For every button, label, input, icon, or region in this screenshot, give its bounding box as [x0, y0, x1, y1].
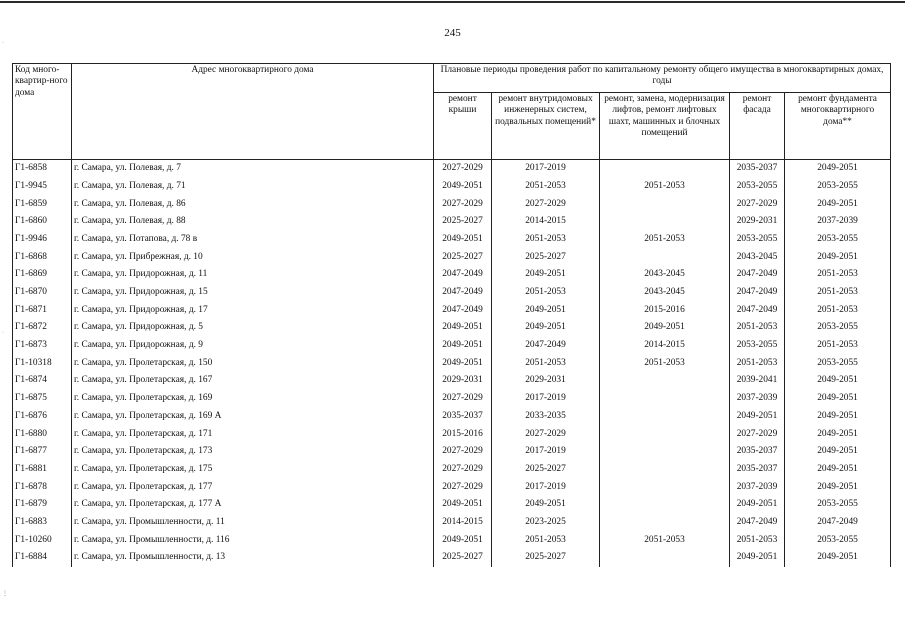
address-cell: г. Самара, ул. Полевая, д. 88 [72, 213, 434, 231]
foundation-period-cell: 2049-2051 [785, 461, 891, 479]
code-cell: Г1-6876 [13, 408, 72, 426]
systems-period-cell: 2049-2051 [492, 496, 600, 514]
table-row [13, 461, 891, 479]
elevators-period-cell [600, 390, 730, 408]
address-cell: г. Самара, ул. Придорожная, д. 9 [72, 337, 434, 355]
table-row [13, 302, 891, 320]
elevators-period-cell [600, 248, 730, 266]
code-cell: Г1-6871 [13, 302, 72, 320]
foundation-period-cell: 2049-2051 [785, 160, 891, 178]
foundation-period-cell: 2053-2055 [785, 319, 891, 337]
foundation-period-cell: 2049-2051 [785, 478, 891, 496]
elevators-period-cell [600, 443, 730, 461]
facade-period-cell: 2047-2049 [730, 302, 785, 320]
foundation-period-cell: 2049-2051 [785, 443, 891, 461]
facade-period-cell: 2035-2037 [730, 160, 785, 178]
table-row [13, 248, 891, 266]
foundation-period-cell: 2053-2055 [785, 355, 891, 373]
facade-period-cell: 2053-2055 [730, 337, 785, 355]
elevators-period-cell [600, 213, 730, 231]
address-cell: г. Самара, ул. Придорожная, д. 15 [72, 284, 434, 302]
elevators-period-cell: 2043-2045 [600, 266, 730, 284]
table-row [13, 160, 891, 178]
systems-period-cell: 2025-2027 [492, 549, 600, 567]
address-cell: г. Самара, ул. Пролетарская, д. 171 [72, 425, 434, 443]
foundation-period-cell: 2049-2051 [785, 408, 891, 426]
systems-period-cell: 2051-2053 [492, 355, 600, 373]
code-cell: Г1-6872 [13, 319, 72, 337]
systems-period-cell: 2014-2015 [492, 213, 600, 231]
facade-period-cell: 2047-2049 [730, 514, 785, 532]
systems-period-cell: 2027-2029 [492, 425, 600, 443]
address-cell: г. Самара, ул. Полевая, д. 86 [72, 195, 434, 213]
foundation-period-cell: 2051-2053 [785, 284, 891, 302]
table-body [13, 160, 891, 567]
systems-period-cell: 2047-2049 [492, 337, 600, 355]
foundation-period-cell: 2049-2051 [785, 248, 891, 266]
scan-margin-mark: ⋮ [2, 591, 8, 597]
header-code: Код много-квартир-ного дома [13, 64, 72, 160]
table-row [13, 266, 891, 284]
header-periods: Плановые периоды проведения работ по капитальному ремонту общего имущества в многоквартирных домах, годы [434, 64, 891, 93]
table-row [13, 372, 891, 390]
facade-period-cell: 2051-2053 [730, 319, 785, 337]
code-cell: Г1-6860 [13, 213, 72, 231]
facade-period-cell: 2049-2051 [730, 496, 785, 514]
roof-period-cell: 2025-2027 [434, 248, 492, 266]
roof-period-cell: 2047-2049 [434, 284, 492, 302]
elevators-period-cell: 2051-2053 [600, 355, 730, 373]
foundation-period-cell: 2053-2055 [785, 496, 891, 514]
address-cell: г. Самара, ул. Промышленности, д. 13 [72, 549, 434, 567]
address-cell: г. Самара, ул. Пролетарская, д. 169 [72, 390, 434, 408]
facade-period-cell: 2051-2053 [730, 355, 785, 373]
facade-period-cell: 2047-2049 [730, 284, 785, 302]
elevators-period-cell [600, 425, 730, 443]
address-cell: г. Самара, ул. Пролетарская, д. 150 [72, 355, 434, 373]
systems-period-cell: 2051-2053 [492, 231, 600, 249]
roof-period-cell: 2049-2051 [434, 178, 492, 196]
foundation-period-cell: 2051-2053 [785, 302, 891, 320]
code-cell: Г1-6868 [13, 248, 72, 266]
code-cell: Г1-6874 [13, 372, 72, 390]
address-cell: г. Самара, ул. Промышленности, д. 116 [72, 531, 434, 549]
table-row [13, 443, 891, 461]
elevators-period-cell: 2015-2016 [600, 302, 730, 320]
roof-period-cell: 2049-2051 [434, 337, 492, 355]
code-cell: Г1-6875 [13, 390, 72, 408]
address-cell: г. Самара, ул. Придорожная, д. 17 [72, 302, 434, 320]
facade-period-cell: 2037-2039 [730, 390, 785, 408]
elevators-period-cell: 2049-2051 [600, 319, 730, 337]
elevators-period-cell: 2051-2053 [600, 231, 730, 249]
roof-period-cell: 2029-2031 [434, 372, 492, 390]
elevators-period-cell [600, 496, 730, 514]
elevators-period-cell [600, 461, 730, 479]
systems-period-cell: 2025-2027 [492, 461, 600, 479]
address-cell: г. Самара, ул. Прибрежная, д. 10 [72, 248, 434, 266]
foundation-period-cell: 2049-2051 [785, 390, 891, 408]
roof-period-cell: 2027-2029 [434, 461, 492, 479]
address-cell: г. Самара, ул. Придорожная, д. 5 [72, 319, 434, 337]
elevators-period-cell [600, 514, 730, 532]
foundation-period-cell: 2053-2055 [785, 178, 891, 196]
foundation-period-cell: 2053-2055 [785, 531, 891, 549]
facade-period-cell: 2027-2029 [730, 425, 785, 443]
table-row [13, 390, 891, 408]
scan-margin-mark: · [2, 40, 4, 46]
facade-period-cell: 2037-2039 [730, 478, 785, 496]
foundation-period-cell: 2051-2053 [785, 337, 891, 355]
code-cell: Г1-10318 [13, 355, 72, 373]
code-cell: Г1-10260 [13, 531, 72, 549]
code-cell: Г1-6858 [13, 160, 72, 178]
code-cell: Г1-9945 [13, 178, 72, 196]
roof-period-cell: 2049-2051 [434, 231, 492, 249]
table-row [13, 213, 891, 231]
table-row [13, 178, 891, 196]
table-row [13, 231, 891, 249]
header-facade: ремонт фасада [730, 93, 785, 160]
address-cell: г. Самара, ул. Пролетарская, д. 177 [72, 478, 434, 496]
systems-period-cell: 2033-2035 [492, 408, 600, 426]
elevators-period-cell [600, 478, 730, 496]
address-cell: г. Самара, ул. Полевая, д. 71 [72, 178, 434, 196]
table-row [13, 319, 891, 337]
code-cell: Г1-6879 [13, 496, 72, 514]
systems-period-cell: 2025-2027 [492, 248, 600, 266]
header-roof: ремонт крыши [434, 93, 492, 160]
table-row [13, 514, 891, 532]
elevators-period-cell: 2014-2015 [600, 337, 730, 355]
scan-margin-mark: · [2, 330, 4, 336]
foundation-period-cell: 2049-2051 [785, 425, 891, 443]
foundation-period-cell: 2049-2051 [785, 195, 891, 213]
facade-period-cell: 2051-2053 [730, 531, 785, 549]
roof-period-cell: 2035-2037 [434, 408, 492, 426]
systems-period-cell: 2049-2051 [492, 266, 600, 284]
systems-period-cell: 2051-2053 [492, 284, 600, 302]
code-cell: Г1-6880 [13, 425, 72, 443]
table-row [13, 549, 891, 567]
address-cell: г. Самара, ул. Потапова, д. 78 в [72, 231, 434, 249]
page-number: 245 [444, 27, 461, 39]
elevators-period-cell [600, 372, 730, 390]
facade-period-cell: 2029-2031 [730, 213, 785, 231]
address-cell: г. Самара, ул. Промышленности, д. 11 [72, 514, 434, 532]
roof-period-cell: 2027-2029 [434, 390, 492, 408]
address-cell: г. Самара, ул. Пролетарская, д. 177 А [72, 496, 434, 514]
roof-period-cell: 2049-2051 [434, 355, 492, 373]
table-row [13, 195, 891, 213]
code-cell: Г1-6870 [13, 284, 72, 302]
code-cell: Г1-6873 [13, 337, 72, 355]
repair-schedule-table [12, 63, 891, 567]
header-foundation: ремонт фундамента многоквартирного дома** [785, 93, 891, 160]
facade-period-cell: 2027-2029 [730, 195, 785, 213]
roof-period-cell: 2015-2016 [434, 425, 492, 443]
roof-period-cell: 2027-2029 [434, 195, 492, 213]
roof-period-cell: 2047-2049 [434, 266, 492, 284]
systems-period-cell: 2017-2019 [492, 443, 600, 461]
elevators-period-cell [600, 549, 730, 567]
roof-period-cell: 2027-2029 [434, 443, 492, 461]
table-row [13, 284, 891, 302]
foundation-period-cell: 2049-2051 [785, 372, 891, 390]
facade-period-cell: 2043-2045 [730, 248, 785, 266]
code-cell: Г1-9946 [13, 231, 72, 249]
code-cell: Г1-6869 [13, 266, 72, 284]
foundation-period-cell: 2051-2053 [785, 266, 891, 284]
address-cell: г. Самара, ул. Придорожная, д. 11 [72, 266, 434, 284]
elevators-period-cell: 2051-2053 [600, 531, 730, 549]
top-border-line [0, 1, 905, 3]
facade-period-cell: 2049-2051 [730, 408, 785, 426]
table-row [13, 531, 891, 549]
code-cell: Г1-6859 [13, 195, 72, 213]
code-cell: Г1-6878 [13, 478, 72, 496]
roof-period-cell: 2027-2029 [434, 478, 492, 496]
code-cell: Г1-6877 [13, 443, 72, 461]
systems-period-cell: 2023-2025 [492, 514, 600, 532]
systems-period-cell: 2051-2053 [492, 178, 600, 196]
systems-period-cell: 2029-2031 [492, 372, 600, 390]
systems-period-cell: 2051-2053 [492, 531, 600, 549]
roof-period-cell: 2047-2049 [434, 302, 492, 320]
table-row [13, 408, 891, 426]
systems-period-cell: 2017-2019 [492, 478, 600, 496]
foundation-period-cell: 2053-2055 [785, 231, 891, 249]
address-cell: г. Самара, ул. Пролетарская, д. 175 [72, 461, 434, 479]
table-row [13, 337, 891, 355]
elevators-period-cell [600, 160, 730, 178]
roof-period-cell: 2027-2029 [434, 160, 492, 178]
elevators-period-cell [600, 195, 730, 213]
foundation-period-cell: 2049-2051 [785, 549, 891, 567]
address-cell: г. Самара, ул. Пролетарская, д. 167 [72, 372, 434, 390]
facade-period-cell: 2035-2037 [730, 443, 785, 461]
facade-period-cell: 2053-2055 [730, 178, 785, 196]
header-elevators: ремонт, замена, модернизация лифтов, ремонт лифтовых шахт, машинных и блочных помещений [600, 93, 730, 160]
facade-period-cell: 2035-2037 [730, 461, 785, 479]
code-cell: Г1-6884 [13, 549, 72, 567]
table-row [13, 425, 891, 443]
table-row [13, 478, 891, 496]
facade-period-cell: 2049-2051 [730, 549, 785, 567]
elevators-period-cell: 2051-2053 [600, 178, 730, 196]
roof-period-cell: 2049-2051 [434, 531, 492, 549]
header-systems: ремонт внутридомовых инженерных систем, подвальных помещений* [492, 93, 600, 160]
roof-period-cell: 2049-2051 [434, 319, 492, 337]
elevators-period-cell [600, 408, 730, 426]
systems-period-cell: 2049-2051 [492, 302, 600, 320]
systems-period-cell: 2027-2029 [492, 195, 600, 213]
facade-period-cell: 2047-2049 [730, 266, 785, 284]
table-row [13, 496, 891, 514]
roof-period-cell: 2049-2051 [434, 496, 492, 514]
roof-period-cell: 2025-2027 [434, 549, 492, 567]
elevators-period-cell: 2043-2045 [600, 284, 730, 302]
systems-period-cell: 2017-2019 [492, 160, 600, 178]
table-row [13, 355, 891, 373]
address-cell: г. Самара, ул. Пролетарская, д. 169 А [72, 408, 434, 426]
facade-period-cell: 2039-2041 [730, 372, 785, 390]
roof-period-cell: 2025-2027 [434, 213, 492, 231]
systems-period-cell: 2049-2051 [492, 319, 600, 337]
code-cell: Г1-6883 [13, 514, 72, 532]
facade-period-cell: 2053-2055 [730, 231, 785, 249]
header-address: Адрес многоквартирного дома [72, 64, 434, 160]
code-cell: Г1-6881 [13, 461, 72, 479]
address-cell: г. Самара, ул. Пролетарская, д. 173 [72, 443, 434, 461]
roof-period-cell: 2014-2015 [434, 514, 492, 532]
foundation-period-cell: 2037-2039 [785, 213, 891, 231]
foundation-period-cell: 2047-2049 [785, 514, 891, 532]
address-cell: г. Самара, ул. Полевая, д. 7 [72, 160, 434, 178]
systems-period-cell: 2017-2019 [492, 390, 600, 408]
